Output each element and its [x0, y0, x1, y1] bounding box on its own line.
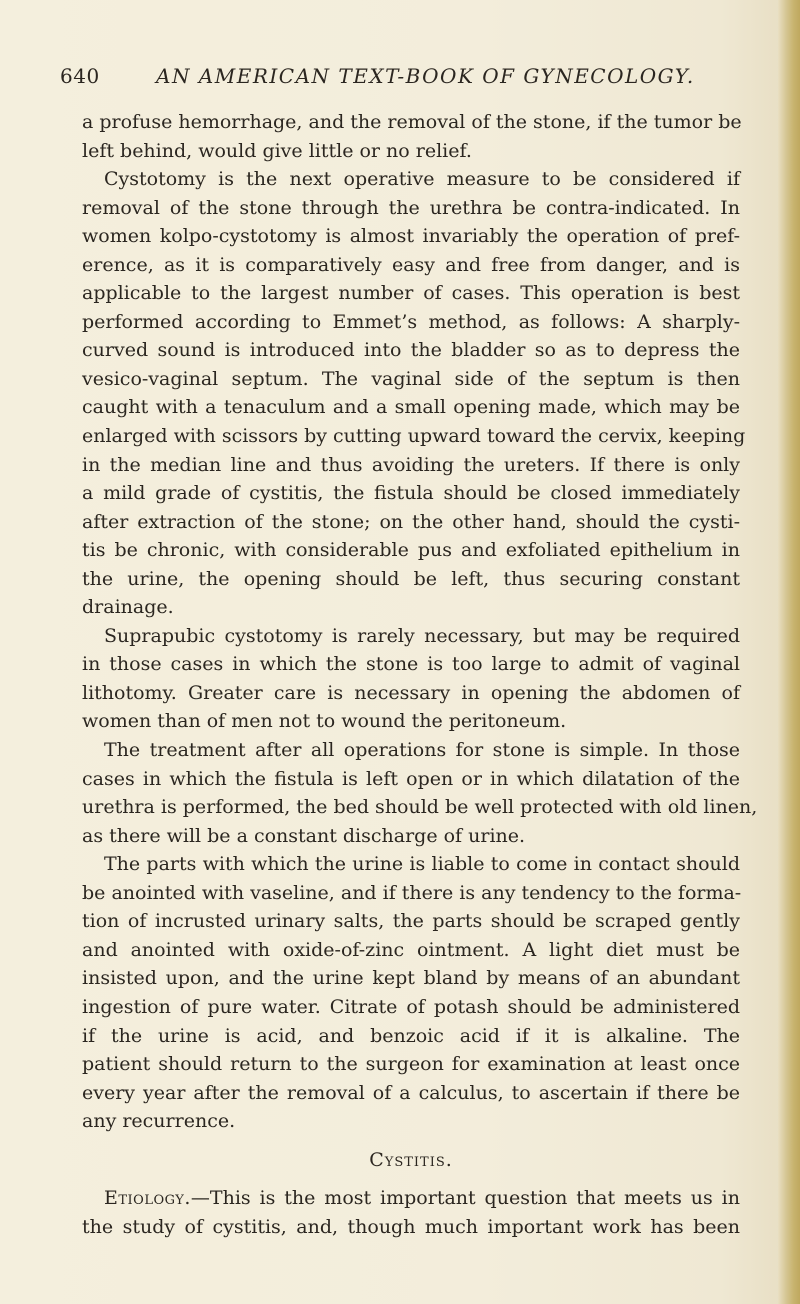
text-line: a mild grade of cystitis, the fistula should be closed immediately	[82, 482, 740, 505]
section-spacer	[82, 1174, 740, 1184]
running-head: AN AMERICAN TEXT-BOOK OF GYNECOLOGY.	[156, 64, 695, 88]
text-line: removal of the stone through the urethra be contra-indicated. In	[82, 196, 740, 219]
text-line: women kolpo-cystotomy is almost invariably the operation of pref-	[82, 225, 740, 248]
text-line: caught with a tenaculum and a small opening made, which may be	[82, 396, 740, 419]
page-header	[60, 64, 760, 94]
text-line: as there will be a constant discharge of urine.	[82, 824, 526, 847]
text-line: every year after the removal of a calculus, to ascertain if there be	[82, 1081, 740, 1104]
text-line: The parts with which the urine is liable to come in contact should	[104, 853, 740, 876]
text-line: be anointed with vaseline, and if there is any tendency to the forma-	[82, 881, 742, 904]
text-line: performed according to Emmet’s method, as follows: A sharply-	[82, 310, 740, 333]
subsection-label: Etiology.	[104, 1187, 191, 1210]
text-line: the study of cystitis, and, though much important work has been	[82, 1215, 740, 1238]
text-line: the urine, the opening should be left, thus securing constant	[82, 567, 740, 590]
text-line: curved sound is introduced into the bladder so as to depress the	[82, 339, 740, 362]
text-line: The treatment after all operations for stone is simple. In those	[104, 739, 740, 762]
text-line: in the median line and thus avoiding the ureters. If there is only	[82, 453, 740, 476]
text-line: lithotomy. Greater care is necessary in opening the abdomen of	[82, 681, 740, 704]
page-edge	[778, 0, 800, 1304]
text-line: erence, as it is comparatively easy and free from danger, and is	[82, 253, 740, 276]
text-line: Suprapubic cystotomy is rarely necessary, but may be required	[104, 624, 740, 647]
text-line: Cystotomy is the next operative measure to be considered if	[104, 168, 740, 191]
text-line: urethra is performed, the bed should be well protected with old linen,	[82, 796, 758, 819]
text-line: in those cases in which the stone is too large to admit of vaginal	[82, 653, 740, 676]
section-heading: Cystitis.	[369, 1148, 453, 1171]
page-number: 640	[60, 64, 100, 88]
text-line: and anointed with oxide-of-zinc ointment. A light diet must be	[82, 938, 740, 961]
text-line: left behind, would give little or no relief.	[82, 139, 472, 162]
text-line: patient should return to the surgeon for examination at least once	[82, 1053, 740, 1076]
text-line: if the urine is acid, and benzoic acid if it is alkaline. The	[82, 1024, 740, 1047]
subsection-text: —This is the most important question that meets us in	[190, 1187, 740, 1210]
text-line: ingestion of pure water. Citrate of potash should be administered	[82, 995, 740, 1018]
text-line: enlarged with scissors by cutting upward toward the cervix, keeping	[82, 425, 746, 448]
text-line: applicable to the largest number of cases. This operation is best	[82, 282, 740, 305]
text-line: vesico-vaginal septum. The vaginal side of the septum is then	[82, 367, 740, 390]
text-line: drainage.	[82, 596, 174, 619]
text-line: a profuse hemorrhage, and the removal of the stone, if the tumor be	[82, 111, 742, 133]
text-line: women than of men not to wound the peritoneum.	[82, 710, 567, 733]
body-text	[82, 108, 758, 1241]
text-line: any recurrence.	[82, 1110, 236, 1133]
text-line: tion of incrusted urinary salts, the parts should be scraped gently	[82, 910, 740, 933]
text-line: tis be chronic, with considerable pus and exfoliated epithelium in	[82, 539, 740, 562]
text-line: insisted upon, and the urine kept bland by means of an abundant	[82, 967, 740, 990]
text-line: cases in which the fistula is left open or in which dilatation of the	[82, 767, 740, 790]
text-line	[82, 1184, 740, 1213]
section-spacer	[82, 1136, 740, 1146]
text-line: after extraction of the stone; on the other hand, should the cysti-	[82, 510, 740, 533]
